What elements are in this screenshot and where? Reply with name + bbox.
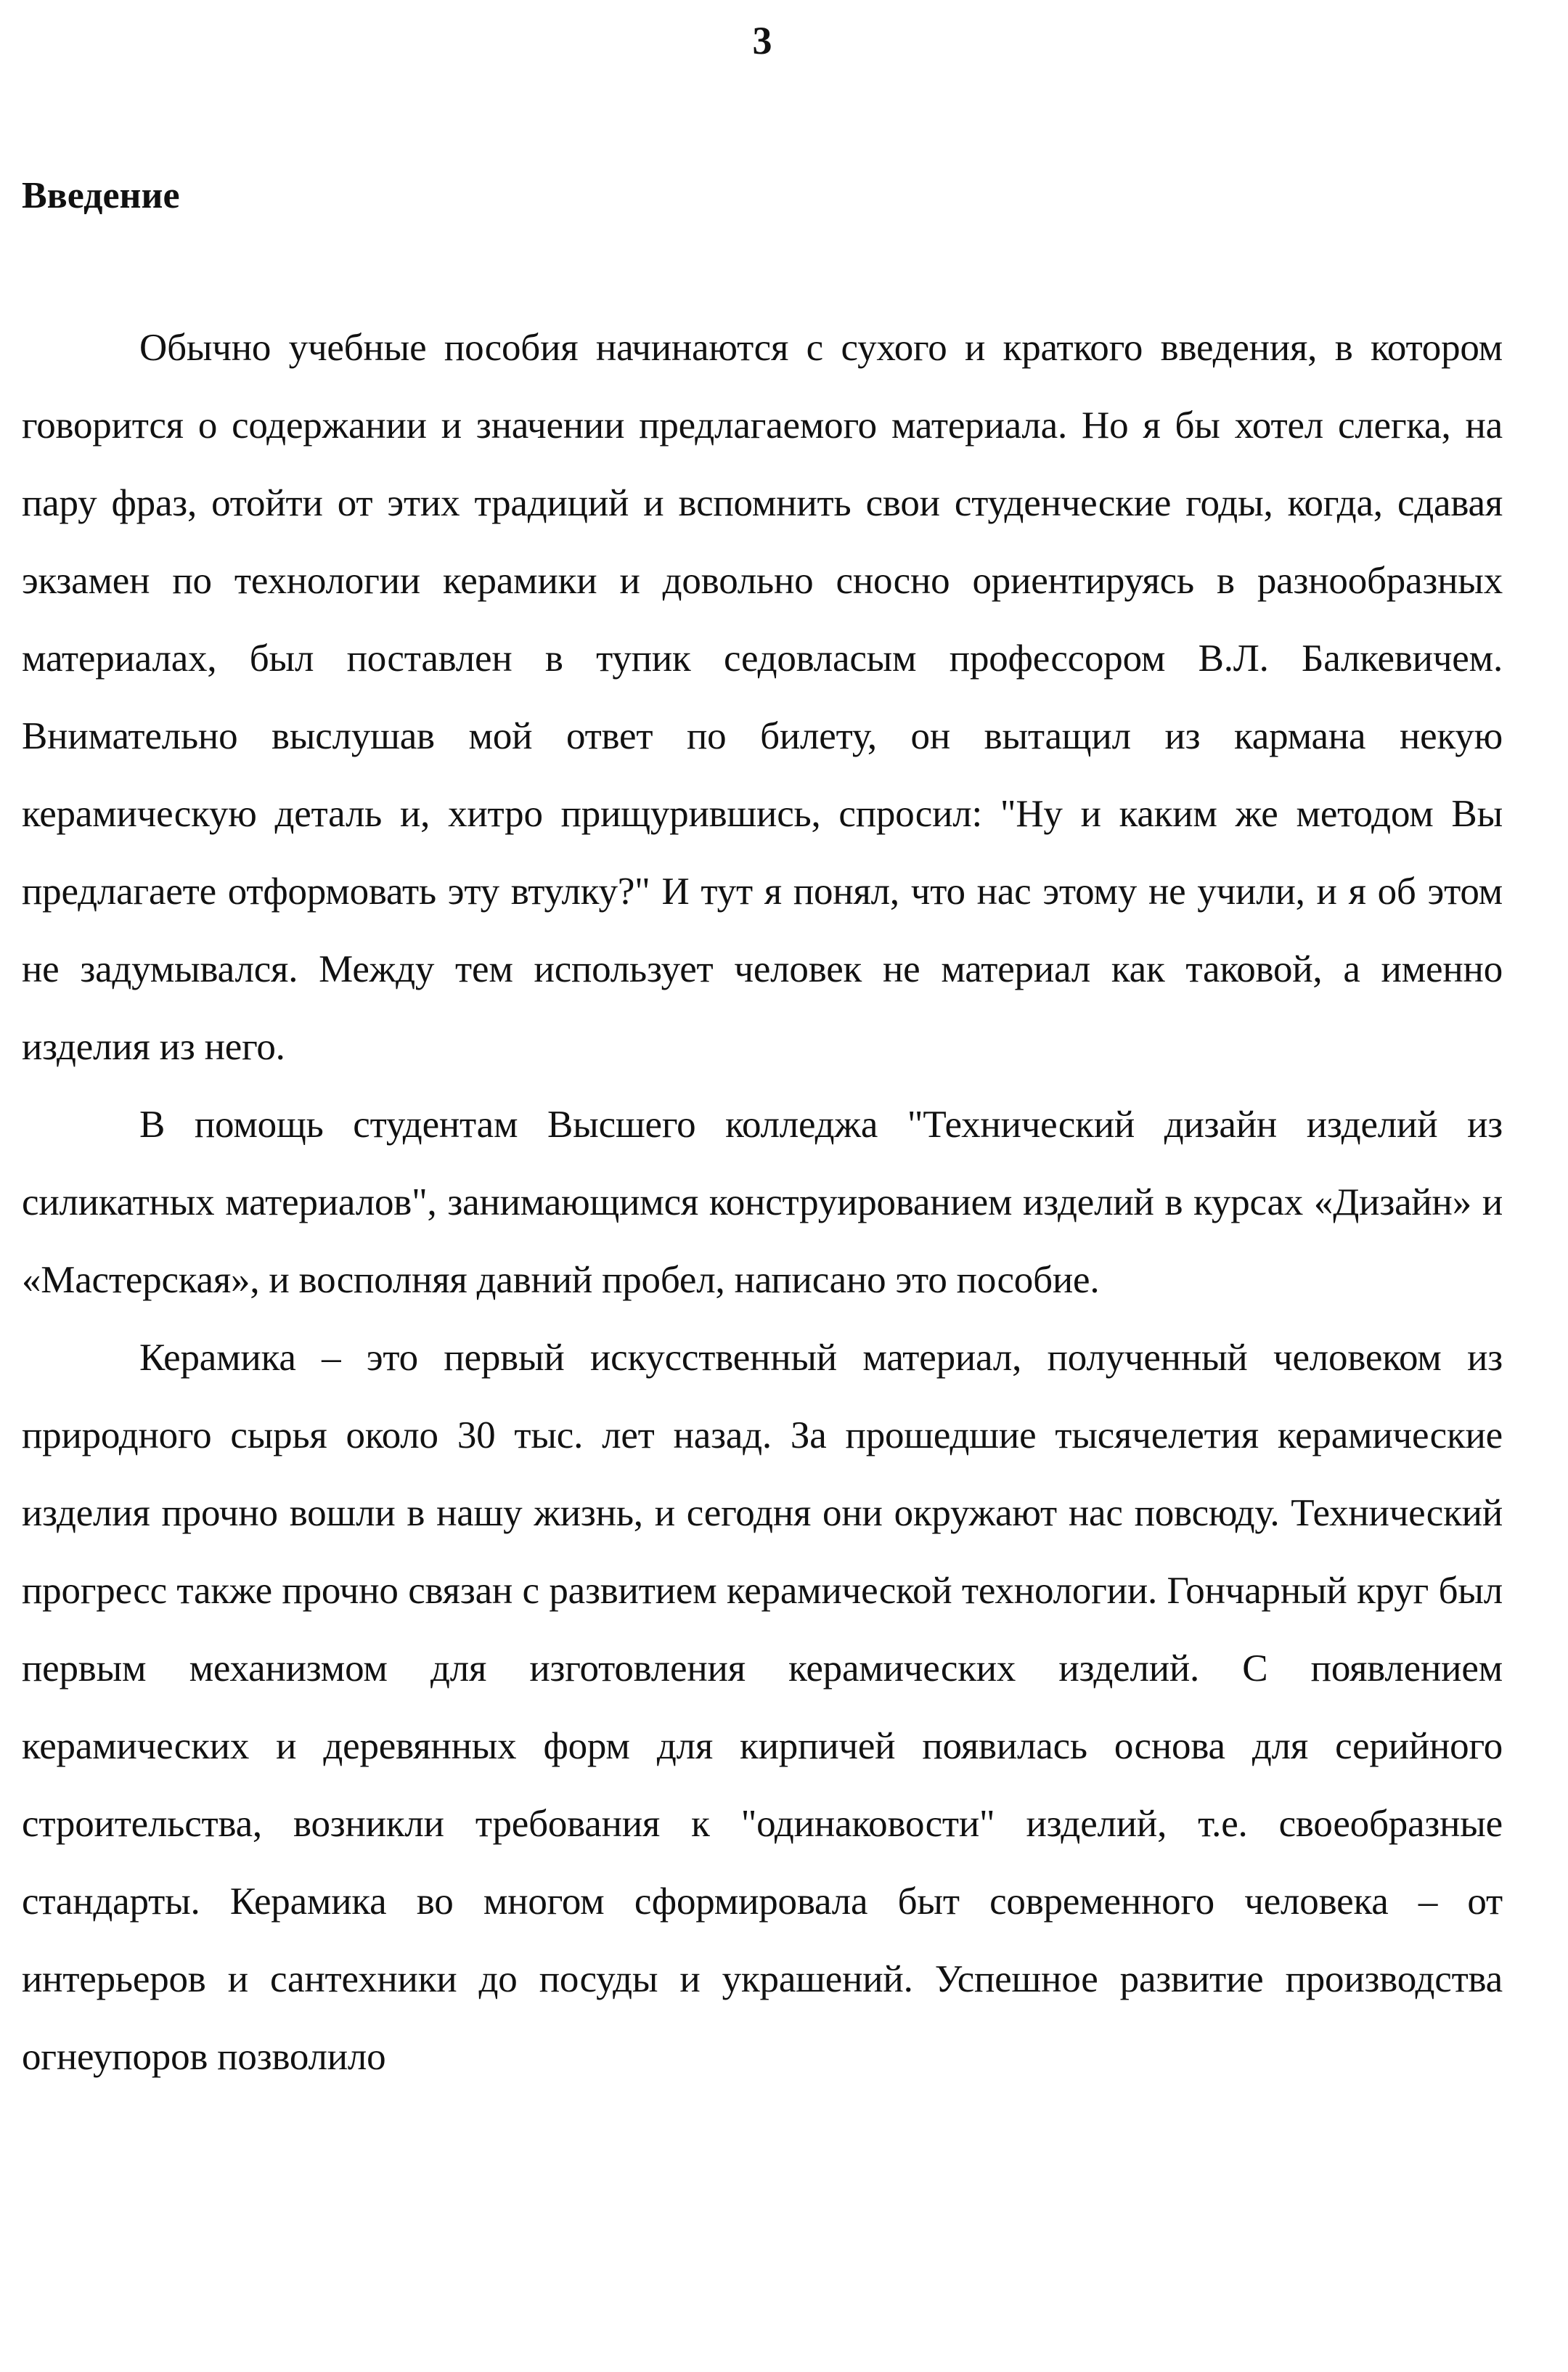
body-text (22, 309, 1503, 2096)
paragraph-1: Обычно учебные пособия начинаются с сухого и краткого введения, в котором говорится о содержании и значении предлагаемого материала. Но я бы хотел слегка, на пару фраз, отойти от этих традиций и вспомнить свои студенческие годы, когда, сдавая экзамен по технологии керамики и довольно сносно ориентируясь в разнообразных материалах, был поставлен в тупик седовласым профессором В.Л. Балкевичем. Внимательно выслушав мой ответ по билету, он вытащил из кармана некую керамическую деталь и, хитро прищурившись, спросил: "Ну и каким же методом Вы предлагаете отформовать эту втулку?" И тут я понял, что нас этому не учили, и я об этом не задумывался. Между тем использует человек не материал как таковой, а именно изделия из него. (22, 327, 1503, 1068)
page-number: 3 (752, 19, 772, 62)
section-heading: Введение (22, 175, 180, 216)
paragraph-3: Керамика – это первый искусственный материал, полученный человеком из природного сырья около 30 тыс. лет назад. За прошедшие тысячелетия керамические изделия прочно вошли в нашу жизнь, и сегодня они окружают нас повсюду. Технический прогресс также прочно связан с развитием керамической технологии. Гончарный круг был первым механизмом для изготовления керамических изделий. С появлением керамических и деревянных форм для кирпичей появилась основа для серийного строительства, возникли требования к "одинаковости" изделий, т.е. своеобразные стандарты. Керамика во многом сформировала быт современного человека – от интерьеров и сантехники до посуды и украшений. Успешное развитие производства огнеупоров позволило (22, 1337, 1503, 2078)
paragraph-2: В помощь студентам Высшего колледжа "Технический дизайн изделий из силикатных материалов", занимающимся конструированием изделий в курсах «Дизайн» и «Мастерская», и восполняя давний пробел, написано это пособие. (22, 1104, 1503, 1301)
